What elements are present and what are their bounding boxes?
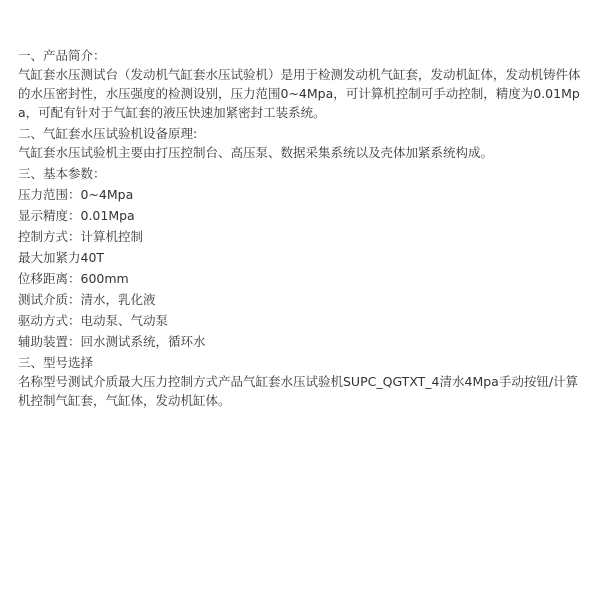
spec-displacement: 位移距离：600mm [18,271,129,286]
model-selection-paragraph: 名称型号测试介质最大压力控制方式产品气缸套水压试验机SUPC_QGTXT_4清水4Mpa手动按钮/计算机控制气缸套，气缸体，发动机缸体。 [18,374,579,408]
spec-test-medium: 测试介质：清水，乳化液 [18,292,156,307]
spec-drive-mode: 驱动方式：电动泵、气动泵 [18,313,169,328]
spec-auxiliary-device: 辅助装置：回水测试系统，循环水 [18,334,206,349]
section-heading-principle: 二、气缸套水压试验机设备原理: [18,126,198,141]
section-heading-model-selection: 三、型号选择 [18,355,94,370]
spec-display-precision: 显示精度：0.01Mpa [18,208,135,223]
spec-control-mode: 控制方式：计算机控制 [18,229,144,244]
document-body [18,44,584,410]
section-heading-parameters: 三、基本参数： [18,166,106,181]
section-heading-product-intro: 一、产品简介： [18,48,106,63]
principle-paragraph: 气缸套水压试验机主要由打压控制台、高压泵、数据采集系统以及壳体加紧系统构成。 [18,145,494,160]
product-intro-paragraph: 气缸套水压测试台（发动机气缸套水压试验机）是用于检测发动机气缸套，发动机缸体，发动机铸件体的水压密封性，水压强度的检测设别，压力范围0~4Mpa，可计算机控制可手动控制，精度为0.01Mpa，可配有针对于气缸套的液压快速加紧密封工装系统。 [18,67,581,120]
spec-pressure-range: 压力范围：0~4Mpa [18,187,134,202]
spec-max-clamp-force: 最大加紧力40T [18,250,105,265]
